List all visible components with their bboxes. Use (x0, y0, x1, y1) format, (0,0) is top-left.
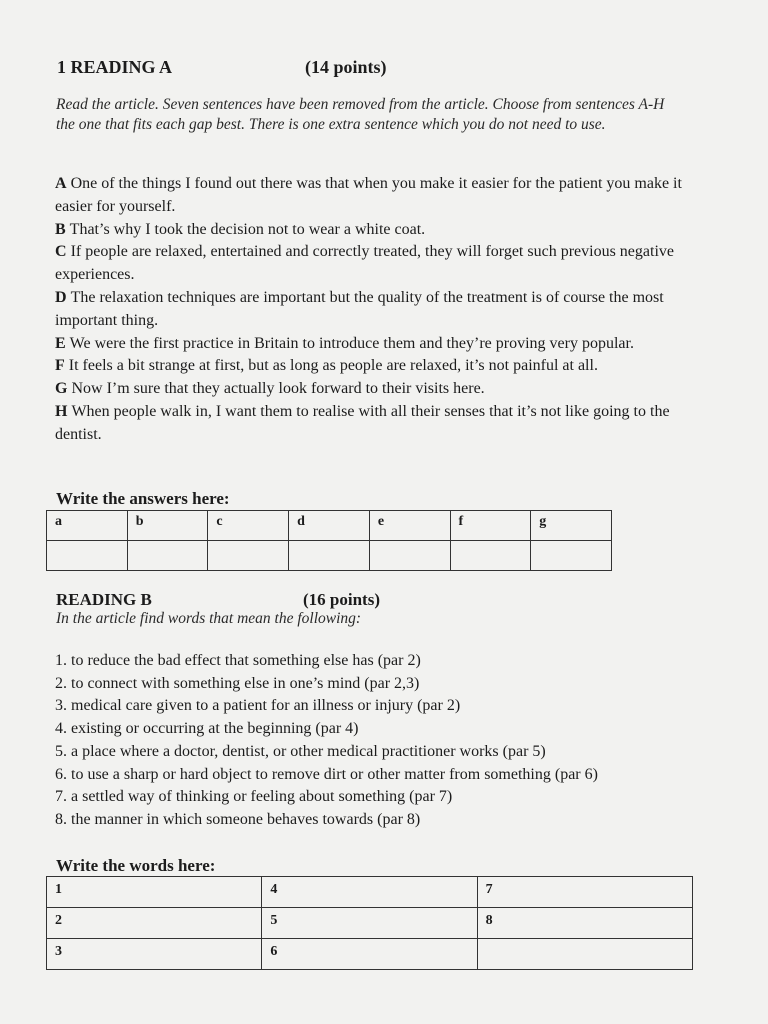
word-cell[interactable]: 7 (477, 877, 692, 908)
sentence-a (55, 173, 695, 219)
sentence-e (55, 333, 695, 356)
sentence-letter: C (55, 243, 67, 261)
question-item: 7. a settled way of thinking or feeling about something (par 7) (55, 788, 453, 806)
answer-header-cell: b (127, 511, 208, 541)
word-cell[interactable]: 3 (47, 939, 262, 970)
reading-a-instructions: Read the article. Seven sentences have been removed from the article. Choose from sentences A-H the one that fits each gap best. There is one extra sentence which you do not need to use. (56, 96, 665, 133)
word-cell[interactable] (477, 939, 692, 970)
sentence-letter: E (55, 334, 66, 352)
sentence-text: Now I’m sure that they actually look forward to their visits here. (71, 380, 485, 398)
sentence-letter: D (55, 288, 67, 306)
reading-a-points: (14 points) (305, 57, 387, 77)
answers-label: Write the answers here: (56, 489, 230, 508)
reading-b-instructions: In the article find words that mean the following: (56, 610, 362, 627)
word-cell[interactable]: 4 (262, 877, 477, 908)
answer-cell[interactable] (450, 541, 531, 571)
question-item: 4. existing or occurring at the beginning (par 4) (55, 720, 359, 738)
sentence-letter: A (55, 175, 67, 192)
word-cell[interactable]: 2 (47, 908, 262, 939)
reading-a-title: 1 READING A (57, 57, 173, 77)
answers-blank-row (47, 541, 612, 571)
sentence-text: We were the first practice in Britain to introduce them and they’re proving very popular. (69, 334, 634, 352)
word-cell[interactable]: 5 (262, 908, 477, 939)
question-list (55, 650, 715, 832)
reading-b-title: READING B (56, 590, 152, 609)
question-item: 8. the manner in which someone behaves towards (par 8) (55, 810, 421, 828)
sentence-text: That’s why I took the decision not to wear a white coat. (69, 220, 426, 238)
question-item: 3. medical care given to a patient for an illness or injury (par 2) (55, 697, 461, 715)
words-row (47, 939, 693, 970)
sentence-c (55, 241, 695, 287)
sentence-text: The relaxation techniques are important but the quality of the treatment is of course the most important thing. (55, 288, 664, 329)
sentence-text: It feels a bit strange at first, but as long as people are relaxed, it’s not painful at all. (68, 357, 598, 375)
question-item: 2. to connect with something else in one’s mind (par 2,3) (55, 674, 420, 692)
sentence-text: When people walk in, I want them to realise with all their senses that it’s not like going to the dentist. (55, 402, 670, 443)
answers-header-row (47, 511, 612, 541)
sentence-text: If people are relaxed, entertained and correctly treated, they will forget such previous negative experiences. (55, 243, 674, 284)
sentence-h (55, 401, 695, 447)
words-label: Write the words here: (56, 856, 216, 875)
question-item: 5. a place where a doctor, dentist, or other medical practitioner works (par 5) (55, 742, 546, 760)
answer-cell[interactable] (289, 541, 370, 571)
words-row (47, 877, 693, 908)
question-item: 1. to reduce the bad effect that something else has (par 2) (55, 652, 421, 669)
sentence-d (55, 287, 695, 333)
answer-header-cell: f (450, 511, 531, 541)
answer-header-cell: g (531, 511, 612, 541)
sentence-f (55, 355, 695, 378)
sentence-g (55, 378, 695, 401)
answer-cell[interactable] (47, 541, 128, 571)
answer-header-cell: a (47, 511, 128, 541)
answer-header-cell: d (289, 511, 370, 541)
sentence-letter: F (55, 357, 65, 375)
answers-table (46, 510, 612, 571)
answer-cell[interactable] (531, 541, 612, 571)
words-row (47, 908, 693, 939)
sentence-list (55, 173, 695, 447)
answer-header-cell: c (208, 511, 289, 541)
question-item: 6. to use a sharp or hard object to remove dirt or other matter from something (par 6) (55, 765, 598, 783)
answer-cell[interactable] (208, 541, 289, 571)
word-cell[interactable]: 8 (477, 908, 692, 939)
sentence-b (55, 219, 695, 242)
sentence-letter: B (55, 220, 66, 238)
answer-cell[interactable] (369, 541, 450, 571)
answer-cell[interactable] (127, 541, 208, 571)
sentence-text: One of the things I found out there was that when you make it easier for the patient you make it easier for yourself. (55, 175, 682, 215)
words-table (46, 876, 693, 970)
sentence-letter: H (55, 402, 68, 420)
word-cell[interactable]: 6 (262, 939, 477, 970)
word-cell[interactable]: 1 (47, 877, 262, 908)
reading-b-points: (16 points) (303, 590, 380, 609)
sentence-letter: G (55, 380, 68, 398)
answer-header-cell: e (369, 511, 450, 541)
